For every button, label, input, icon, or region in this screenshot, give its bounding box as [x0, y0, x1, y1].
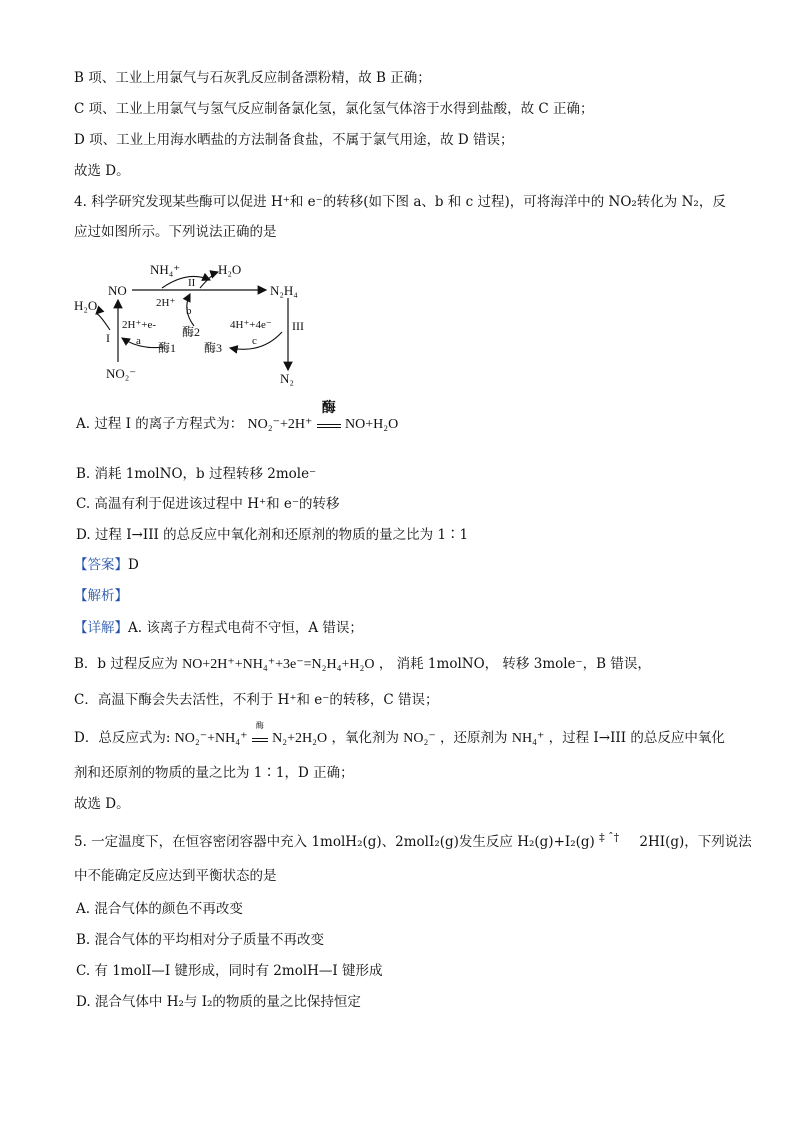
q4-stem-line1: 4. 科学研究发现某些酶可以促进 H⁺和 e⁻的转移(如下图 a、b 和 c 过程)，可将海洋中的 NO₂转化为 N₂，反: [74, 194, 726, 210]
line-c-explanation: C 项、工业上用氯气与氢气反应制备氯化氢，氯化氢气体溶于水得到盐酸，故 C 正确；: [74, 101, 594, 117]
q5-stem-part2: 2HI(g)，下列说法: [639, 834, 752, 850]
answer-value: D: [128, 557, 139, 573]
q4-final-answer: 故选 D。: [74, 796, 130, 812]
detail-d-rhs: N₂+2H₂O: [272, 731, 328, 746]
label-enzyme2: 酶2: [182, 325, 201, 339]
q5-stem-part1: 5. 一定温度下，在恒容密闭容器中充入 1molH₂(g)、2molI₂(g)发生反应 H₂(g)+I₂(g): [74, 834, 595, 850]
detail-a-text: A. 该离子方程式电荷不守恒，A 错误；: [128, 620, 363, 636]
option-a-enzyme: 酶: [321, 400, 336, 416]
q5-option-c: C. 有 1molI—I 键形成，同时有 2molH—I 键形成: [76, 963, 383, 979]
label-c: c: [252, 335, 257, 347]
label-i: I: [106, 331, 110, 345]
label-n2: N₂: [280, 371, 294, 386]
detail-a-line: [74, 618, 363, 638]
detail-d-mid1: ，氧化剂为: [331, 730, 399, 746]
nh4-in-curve: [162, 276, 210, 288]
q4-stem-line2: 应过如图所示。下列说法正确的是: [74, 224, 277, 240]
detail-b-line: [74, 654, 651, 675]
q4-option-b: B. 消耗 1molNO，b 过程转移 2mole⁻: [76, 466, 317, 482]
label-a: a: [136, 335, 141, 347]
previous-answer: 故选 D。: [74, 163, 130, 179]
label-no2: NO₂⁻: [106, 366, 137, 381]
detail-d-prefix: D．总反应式为:: [74, 730, 171, 746]
detail-d-mid2: ，还原剂为: [440, 730, 508, 746]
q5-option-d: D. 混合气体中 H₂与 I₂的物质的量之比保持恒定: [76, 994, 361, 1010]
label-ii: II: [188, 277, 196, 289]
h2o-left-curve: [96, 314, 110, 330]
q4-option-c: C. 高温有利于促进该过程中 H⁺和 e⁻的转移: [76, 496, 340, 512]
detail-d-suffix: ，过程 I→III 的总反应中氧化: [548, 730, 725, 746]
detail-b-equation: NO+2H⁺+NH₄⁺+3e⁻=N₂H₄+H₂O: [182, 657, 375, 672]
answer-tag: 【答案】: [74, 557, 128, 573]
detail-d-condition-arrow: [252, 721, 268, 742]
label-enzyme1: 酶1: [158, 341, 177, 355]
q5-equilibrium-arrow: ‡ ˆ†: [599, 831, 620, 844]
label-enzyme3: 酶3: [204, 341, 223, 355]
label-2h-e: 2H⁺+e-: [122, 319, 156, 331]
line-b-explanation: B 项、工业上用氯气与石灰乳反应制备漂粉精，故 B 正确；: [74, 70, 431, 86]
reaction-cycle-diagram: [70, 252, 340, 392]
q5-stem-line2: 中不能确定反应达到平衡状态的是: [74, 868, 277, 884]
label-h2o-left: H₂O: [74, 298, 98, 313]
q5-stem-line1: [74, 832, 752, 853]
detail-d-lhs: NO₂⁻+NH₄⁺: [174, 731, 248, 746]
detail-c-line: C．高温下酶会失去活性，不利于 H⁺和 e⁻的转移，C 错误；: [74, 692, 439, 708]
label-iii: III: [292, 319, 304, 333]
detail-d-enzyme: 酶: [255, 721, 264, 730]
option-a-rhs: NO+H₂O: [345, 417, 399, 432]
detail-d-line2: 剂和还原剂的物质的量之比为 1∶1，D 正确；: [74, 765, 354, 781]
option-a-condition-arrow: [317, 400, 341, 428]
detail-b-prefix: B．b 过程反应为: [74, 656, 178, 672]
detail-d-line: [74, 721, 725, 749]
option-a-prefix: A. 过程 I 的离子方程式为：: [76, 416, 244, 432]
equals-bar: [317, 424, 341, 428]
label-4h-4e: 4H⁺+4e⁻: [230, 319, 272, 331]
equals-bar-d: [252, 738, 268, 742]
analysis-tag: 【解析】: [74, 588, 128, 604]
q4-option-d: D. 过程 I→III 的总反应中氧化剂和还原剂的物质的量之比为 1∶1: [76, 527, 469, 543]
label-n2h4: N₂H₄: [270, 283, 298, 298]
detail-d-oxidant: NO₂⁻: [403, 731, 436, 746]
label-h2o-top: H₂O: [218, 262, 242, 277]
answer-line: [74, 555, 139, 575]
line-d-explanation: D 项、工业上用海水晒盐的方法制备食盐，不属于氯气用途，故 D 错误；: [74, 132, 514, 148]
q4-option-a: [76, 400, 399, 435]
option-a-lhs: NO₂⁻+2H⁺: [247, 417, 313, 432]
detail-tag: 【详解】: [74, 620, 128, 636]
q5-option-a: A. 混合气体的颜色不再改变: [76, 901, 243, 917]
label-nh4: NH₄⁺: [150, 262, 181, 277]
detail-d-reductant: NH₄⁺: [511, 731, 545, 746]
detail-b-suffix: ， 消耗 1molNO， 转移 3mole⁻，B 错误，: [378, 656, 651, 672]
label-b: b: [186, 305, 192, 317]
label-2h: 2H⁺: [156, 297, 176, 309]
label-no: NO: [108, 283, 127, 298]
q5-option-b: B. 混合气体的平均相对分子质量不再改变: [76, 932, 325, 948]
